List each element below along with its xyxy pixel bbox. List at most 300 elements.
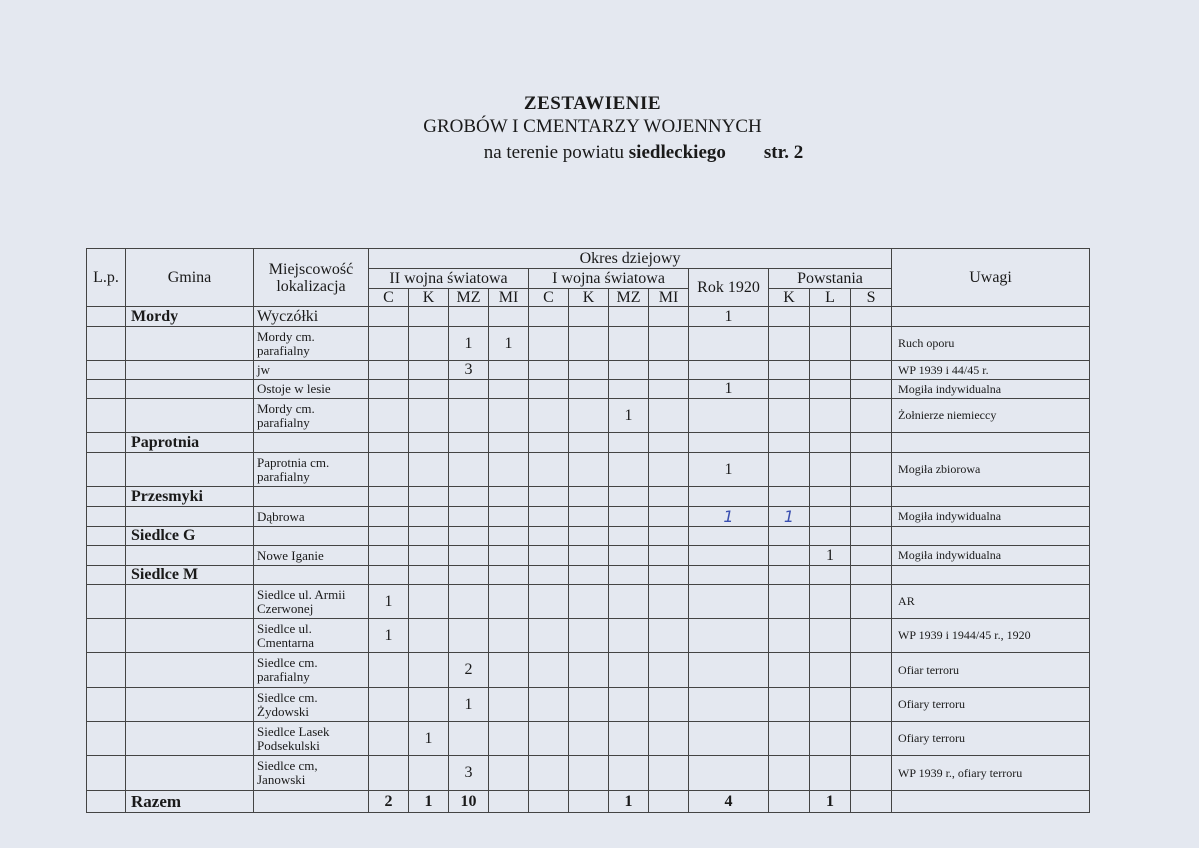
cell-k2: 1 [409,791,449,813]
cell-c1 [529,307,569,327]
cell-pk [769,307,810,327]
table-row [87,566,1090,585]
header-ww2: II wojna światowa [369,269,529,289]
cell-gmina [126,722,254,756]
cell-gmina [126,507,254,527]
cell-k1 [569,487,609,507]
header-powstania: Powstania [769,269,892,289]
cell-gmina: Razem [126,791,254,813]
cell-k2: 1 [409,722,449,756]
cell-lp [87,688,126,722]
cell-gmina [126,619,254,653]
cell-mi1 [649,453,689,487]
cell-gmina [126,380,254,399]
cell-mz2: 1 [449,688,489,722]
cell-k1 [569,566,609,585]
cell-mi2 [489,361,529,380]
cell-ps [851,433,892,453]
cell-pl [810,756,851,791]
cell-gmina: Paprotnia [126,433,254,453]
cell-pk [769,688,810,722]
cell-uwagi: AR [892,585,1090,619]
cell-r1920 [689,756,769,791]
cell-mz2 [449,527,489,546]
cell-gmina: Przesmyki [126,487,254,507]
cell-mi2 [489,619,529,653]
cell-uwagi: WP 1939 i 44/45 r. [892,361,1090,380]
cell-mi1 [649,791,689,813]
cell-mi2 [489,527,529,546]
table-row [87,527,1090,546]
cell-c2 [369,722,409,756]
cell-mi1 [649,307,689,327]
table-row [87,619,1090,653]
cell-r1920 [689,399,769,433]
cell-miejsc: Siedlce cm. parafialny [254,653,369,688]
cell-k1 [569,546,609,566]
cell-mz2 [449,507,489,527]
cell-c2 [369,453,409,487]
cell-miejsc: Siedlce cm. Żydowski [254,688,369,722]
cell-pk [769,361,810,380]
cell-c2 [369,487,409,507]
cell-lp [87,585,126,619]
table-row [87,653,1090,688]
header-ww2-k: K [409,289,449,307]
cell-r1920 [689,619,769,653]
cell-pl [810,487,851,507]
cell-c2 [369,380,409,399]
cell-c2 [369,688,409,722]
page-number: str. 2 [763,142,804,163]
cell-r1920 [689,585,769,619]
cell-r1920 [689,722,769,756]
cell-mi1 [649,399,689,433]
cell-mi1 [649,566,689,585]
cell-mz1 [609,546,649,566]
header-ww1-mz: MZ [609,289,649,307]
header-powstania-k: K [769,289,810,307]
cell-mi1 [649,327,689,361]
cell-c2: 1 [369,585,409,619]
cell-k2 [409,399,449,433]
cell-miejsc [254,433,369,453]
cell-mz1 [609,453,649,487]
cell-ps [851,399,892,433]
cell-c2 [369,756,409,791]
cell-c1 [529,688,569,722]
cell-ps [851,791,892,813]
cell-k2 [409,566,449,585]
table-row [87,722,1090,756]
cell-k1 [569,688,609,722]
cell-r1920 [689,546,769,566]
cell-uwagi [892,791,1090,813]
cell-gmina [126,688,254,722]
table-row [87,307,1090,327]
cell-mz1 [609,653,649,688]
cell-pl [810,507,851,527]
cell-miejsc: Mordy cm. parafialny [254,327,369,361]
cell-uwagi [892,566,1090,585]
cell-k1 [569,653,609,688]
scope-prefix: na terenie powiatu [483,142,629,163]
header-ww2-mi: MI [489,289,529,307]
cell-mi1 [649,433,689,453]
header-ww1-c: C [529,289,569,307]
cell-mz2: 10 [449,791,489,813]
cell-k1 [569,453,609,487]
cell-lp [87,487,126,507]
cell-miejsc [254,791,369,813]
cell-ps [851,546,892,566]
cell-lp [87,756,126,791]
cell-r1920 [689,487,769,507]
cell-r1920 [689,527,769,546]
cell-miejsc [254,566,369,585]
cell-k1 [569,585,609,619]
cell-c1 [529,327,569,361]
cell-miejsc: Siedlce cm, Janowski [254,756,369,791]
cell-mi1 [649,487,689,507]
header-gmina: Gmina [126,249,254,307]
table-row [87,507,1090,527]
cell-miejsc [254,487,369,507]
cell-miejsc: Nowe Iganie [254,546,369,566]
table-row [87,756,1090,791]
cell-c1 [529,507,569,527]
cell-uwagi: Ofiary terroru [892,722,1090,756]
cell-lp [87,399,126,433]
cell-c1 [529,653,569,688]
header-uwagi: Uwagi [892,249,1090,307]
cell-gmina: Siedlce G [126,527,254,546]
cell-lp [87,453,126,487]
cell-k1 [569,507,609,527]
cell-ps [851,453,892,487]
cell-k1 [569,527,609,546]
cell-c2 [369,653,409,688]
cell-c1 [529,399,569,433]
cell-uwagi [892,487,1090,507]
cell-c2: 2 [369,791,409,813]
cell-r1920: 1 [689,507,769,527]
cell-mz2 [449,453,489,487]
cell-mi2 [489,546,529,566]
cell-uwagi: Mogiła zbiorowa [892,453,1090,487]
header-ww1-mi: MI [649,289,689,307]
cell-pk [769,399,810,433]
cell-pl [810,566,851,585]
cell-miejsc: Ostoje w lesie [254,380,369,399]
cell-k2 [409,453,449,487]
cell-lp [87,433,126,453]
cell-mz1: 1 [609,399,649,433]
cell-r1920 [689,566,769,585]
table-row [87,453,1090,487]
cell-lp [87,791,126,813]
cell-ps [851,380,892,399]
cell-mi2 [489,433,529,453]
cell-c2 [369,546,409,566]
table-row [87,688,1090,722]
header-ww1-k: K [569,289,609,307]
cell-mz1 [609,327,649,361]
cell-c2 [369,307,409,327]
cell-mi2 [489,722,529,756]
cell-mz2: 2 [449,653,489,688]
cell-c1 [529,487,569,507]
cell-c1 [529,756,569,791]
cell-mz2 [449,380,489,399]
cell-c1 [529,566,569,585]
header-powstania-s: S [851,289,892,307]
cell-c1 [529,546,569,566]
cell-lp [87,307,126,327]
cell-r1920 [689,688,769,722]
cell-mz2 [449,585,489,619]
cell-k1 [569,756,609,791]
cell-pk [769,566,810,585]
table-row [87,585,1090,619]
cell-k2 [409,546,449,566]
cell-gmina: Siedlce M [126,566,254,585]
cell-gmina [126,756,254,791]
cell-c2: 1 [369,619,409,653]
cell-pl [810,307,851,327]
cell-pl [810,722,851,756]
cell-uwagi: Mogiła indywidualna [892,546,1090,566]
cell-mi2 [489,791,529,813]
cell-r1920 [689,327,769,361]
cell-mi1 [649,688,689,722]
cell-c1 [529,453,569,487]
cell-pk [769,453,810,487]
cell-ps [851,566,892,585]
cell-mz1 [609,756,649,791]
cell-mz1 [609,688,649,722]
table-row [87,546,1090,566]
cell-mi1 [649,585,689,619]
cell-pk [769,546,810,566]
cell-pl [810,399,851,433]
cell-pl [810,453,851,487]
cell-k1 [569,361,609,380]
cell-mz1 [609,619,649,653]
cell-lp [87,327,126,361]
cell-mz1 [609,487,649,507]
cell-mi1 [649,619,689,653]
cell-mz1 [609,585,649,619]
cell-mi1 [649,507,689,527]
cell-lp [87,619,126,653]
cell-mi2 [489,487,529,507]
cell-mi2 [489,756,529,791]
cell-mi2 [489,453,529,487]
cell-gmina [126,453,254,487]
cell-r1920: 1 [689,307,769,327]
cell-c1 [529,722,569,756]
cell-mi2 [489,507,529,527]
cell-miejsc: Paprotnia cm. parafialny [254,453,369,487]
cell-pk [769,585,810,619]
cell-pk [769,327,810,361]
cell-pk [769,433,810,453]
table-row [87,361,1090,380]
cell-pk [769,487,810,507]
table-row [87,380,1090,399]
cell-c1 [529,619,569,653]
cell-mi2 [489,399,529,433]
cell-k2 [409,327,449,361]
cell-pk [769,380,810,399]
cell-mi2 [489,566,529,585]
cell-pl [810,585,851,619]
cell-c1 [529,361,569,380]
cell-c2 [369,566,409,585]
total-row [87,791,1090,813]
cell-uwagi: Żołnierze niemieccy [892,399,1090,433]
cell-k1 [569,722,609,756]
cell-ps [851,487,892,507]
cell-pl: 1 [810,546,851,566]
cell-c1 [529,380,569,399]
cell-uwagi: Mogiła indywidualna [892,507,1090,527]
header-ww2-mz: MZ [449,289,489,307]
cell-ps [851,688,892,722]
cell-ps [851,307,892,327]
cell-uwagi: Mogiła indywidualna [892,380,1090,399]
cell-ps [851,619,892,653]
cell-uwagi: WP 1939 r., ofiary terroru [892,756,1090,791]
cell-mi2 [489,653,529,688]
cell-mi1 [649,653,689,688]
cell-k1 [569,433,609,453]
cell-miejsc: Siedlce ul. Cmentarna [254,619,369,653]
cell-c2 [369,399,409,433]
cell-pl [810,327,851,361]
cell-uwagi [892,307,1090,327]
cell-mi2: 1 [489,327,529,361]
cell-miejsc [254,527,369,546]
cell-k2 [409,585,449,619]
cell-k2 [409,307,449,327]
cell-mz2 [449,566,489,585]
cell-lp [87,507,126,527]
cell-k2 [409,487,449,507]
cell-k2 [409,653,449,688]
cell-mz2 [449,433,489,453]
cell-uwagi: Ofiar terroru [892,653,1090,688]
document-scope-line [44,142,1199,164]
cell-lp [87,361,126,380]
cell-gmina [126,361,254,380]
cell-ps [851,327,892,361]
cell-mi1 [649,361,689,380]
cell-lp [87,380,126,399]
cell-pl [810,361,851,380]
cell-mz2 [449,546,489,566]
cell-gmina [126,546,254,566]
cell-pk [769,653,810,688]
cell-r1920: 1 [689,453,769,487]
cell-lp [87,566,126,585]
cell-miejsc: Mordy cm. parafialny [254,399,369,433]
header-ww2-c: C [369,289,409,307]
cell-miejsc: jw [254,361,369,380]
cell-mz2 [449,399,489,433]
cell-uwagi: WP 1939 i 1944/45 r., 1920 [892,619,1090,653]
cell-k1 [569,380,609,399]
cell-mz2 [449,487,489,507]
cell-mz2 [449,619,489,653]
cell-mz1 [609,307,649,327]
cell-r1920 [689,433,769,453]
cell-mz2: 3 [449,361,489,380]
cell-c1 [529,527,569,546]
cell-mi1 [649,722,689,756]
cell-ps [851,653,892,688]
cell-miejsc: Dąbrowa [254,507,369,527]
cell-uwagi [892,433,1090,453]
cell-ps [851,756,892,791]
cell-mz1 [609,507,649,527]
table-row [87,327,1090,361]
cell-k2 [409,688,449,722]
cell-gmina [126,653,254,688]
cell-pl: 1 [810,791,851,813]
cell-mz1 [609,566,649,585]
graves-table [86,248,1090,813]
cell-ps [851,585,892,619]
cell-mz2: 3 [449,756,489,791]
cell-pk [769,791,810,813]
cell-k2 [409,619,449,653]
cell-k2 [409,433,449,453]
cell-pk [769,722,810,756]
cell-mi2 [489,307,529,327]
cell-pl [810,527,851,546]
table-row [87,487,1090,507]
cell-lp [87,527,126,546]
cell-r1920 [689,653,769,688]
cell-mz2 [449,307,489,327]
cell-ps [851,361,892,380]
table-header [87,249,1090,307]
table-row [87,399,1090,433]
cell-gmina: Mordy [126,307,254,327]
cell-c2 [369,507,409,527]
cell-r1920 [689,361,769,380]
cell-mz1 [609,722,649,756]
cell-c2 [369,527,409,546]
cell-k1 [569,307,609,327]
cell-uwagi: Ofiary terroru [892,688,1090,722]
cell-k2 [409,361,449,380]
cell-uwagi: Ruch oporu [892,327,1090,361]
cell-miejsc: Siedlce ul. Armii Czerwonej [254,585,369,619]
header-miejscowosc: Miejscowość lokalizacja [254,249,369,307]
cell-c1 [529,433,569,453]
cell-mz1 [609,361,649,380]
cell-k1 [569,619,609,653]
cell-pk [769,527,810,546]
header-powstania-l: L [810,289,851,307]
cell-pl [810,380,851,399]
document-subtitle: GROBÓW I CMENTARZY WOJENNYCH [423,116,762,137]
cell-mi1 [649,546,689,566]
cell-k1 [569,791,609,813]
